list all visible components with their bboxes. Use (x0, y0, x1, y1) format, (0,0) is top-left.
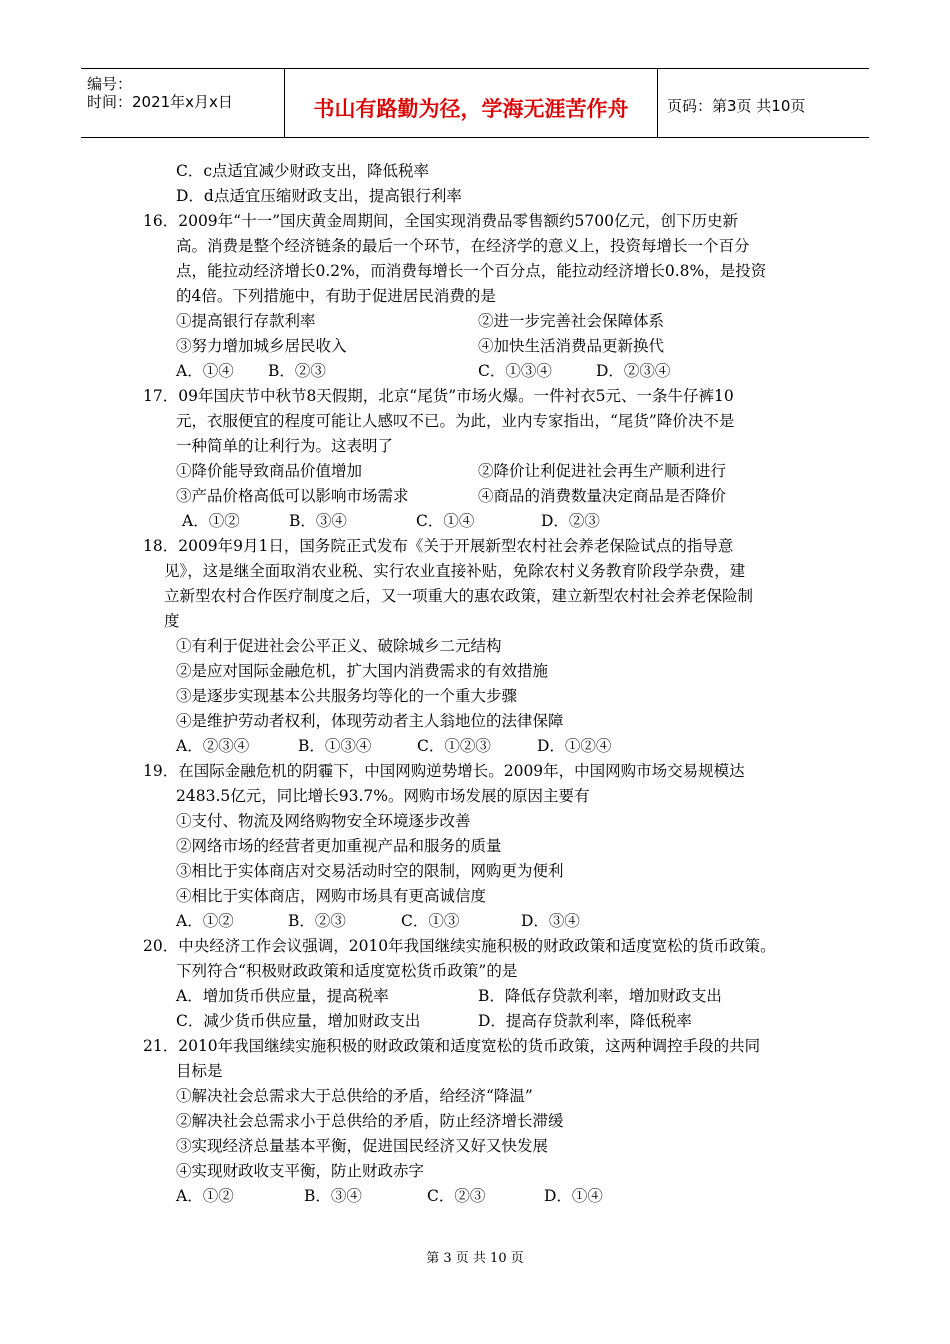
text-line: 19．在国际金融危机的阴霾下，中国网购逆势增长。2009年，中国网购市场交易规模达 (143, 762, 745, 780)
text-line: ②是应对国际金融危机，扩大国内消费需求的有效措施 (176, 662, 549, 680)
text-line: ①提高银行存款利率 (176, 312, 316, 330)
text-line: 见》，这是继全面取消农业税、实行农业直接补贴，免除农村义务教育阶段学杂费，建 (164, 562, 746, 580)
text-line: A．②③④ (176, 737, 250, 755)
text-line: ④相比于实体商店，网购市场具有更高诚信度 (176, 887, 487, 905)
text-line: ①降价能导致商品价值增加 (176, 462, 363, 480)
text-line: 21．2010年我国继续实施积极的财政政策和适度宽松的货币政策，这两种调控手段的共同 (143, 1037, 761, 1055)
text-line: C．①④ (416, 512, 475, 530)
text-line: ④实现财政收支平衡，防止财政赤字 (176, 1162, 425, 1180)
text-line: ③努力增加城乡居民收入 (176, 337, 347, 355)
text-line: C．①③④ (478, 362, 552, 380)
text-line: ③产品价格高低可以影响市场需求 (176, 487, 409, 505)
text-line: 的4倍。下列措施中，有助于促进居民消费的是 (176, 287, 496, 305)
text-line: D．①④ (544, 1187, 603, 1205)
motto-text: 书山有路勤为径，学海无涯苦作舟 (313, 97, 629, 121)
text-line: ③相比于实体商店对交易活动时空的限制，网购更为便利 (176, 862, 564, 880)
header-meta-cell (81, 69, 285, 137)
text-line: ②降价让利促进社会再生产顺利进行 (478, 462, 727, 480)
text-line: A．增加货币供应量，提高税率 (176, 987, 389, 1005)
text-line: C．②③ (427, 1187, 486, 1205)
text-line: B．①③④ (298, 737, 372, 755)
text-line: D．②③④ (596, 362, 671, 380)
text-line: D．提高存贷款利率，降低税率 (478, 1012, 692, 1030)
number-label: 编号： (87, 75, 133, 93)
text-line: A．①② (176, 912, 234, 930)
text-line: ③是逐步实现基本公共服务均等化的一个重大步骤 (176, 687, 518, 705)
text-line: 高。消费是整个经济链条的最后一个环节，在经济学的意义上，投资每增长一个百分 (176, 237, 750, 255)
text-line: ④是维护劳动者权利，体现劳动者主人翁地位的法律保障 (176, 712, 564, 730)
text-line: ②网络市场的经营者更加重视产品和服务的质量 (176, 837, 502, 855)
text-line: 下列符合“积极财政政策和适度宽松货币政策”的是 (176, 962, 518, 980)
text-line: C．①②③ (417, 737, 491, 755)
page-footer: 第 3 页 共 10 页 (426, 1251, 524, 1266)
text-line: 2483.5亿元，同比增长93.7%。网购市场发展的原因主要有 (176, 787, 590, 805)
text-line: B．降低存贷款利率，增加财政支出 (478, 987, 722, 1005)
text-line: 18．2009年9月1日，国务院正式发布《关于开展新型农村社会养老保险试点的指导意 (143, 537, 734, 555)
text-line: C．c点适宜减少财政支出，降低税率 (176, 162, 430, 180)
text-line: A．①② (176, 1187, 234, 1205)
text-line: A．①④ (176, 362, 234, 380)
text-line: ④加快生活消费品更新换代 (478, 337, 665, 355)
text-line: B．③④ (289, 512, 347, 530)
text-line: D．③④ (521, 912, 580, 930)
text-line: ①有利于促进社会公平正义、破除城乡二元结构 (176, 637, 502, 655)
text-line: C．①③ (401, 912, 460, 930)
text-line: 16．2009年“十一”国庆黄金周期间，全国实现消费品零售额约5700亿元，创下历史新 (143, 212, 738, 230)
text-line: 20．中央经济工作会议强调，2010年我国继续实施积极的财政政策和适度宽松的货币政策。 (143, 937, 776, 955)
header-page-cell (659, 69, 869, 137)
text-line: ④商品的消费数量决定商品是否降价 (478, 487, 727, 505)
page-header (81, 68, 869, 138)
text-line: A．①② (182, 512, 240, 530)
header-motto-cell (285, 69, 658, 137)
text-line: 17．09年国庆节中秋节8天假期，北京“尾货”市场火爆。一件衬衣5元、一条牛仔裤10 (143, 387, 734, 405)
time-label: 时间：2021年x月x日 (87, 93, 233, 111)
text-line: 点，能拉动经济增长0.2%，而消费每增长一个百分点，能拉动经济增长0.8%，是投资 (176, 262, 767, 280)
text-line: D．d点适宜压缩财政支出，提高银行利率 (176, 187, 462, 205)
text-line: ①解决社会总需求大于总供给的矛盾，给经济“降温” (176, 1087, 533, 1105)
text-line: D．①②④ (537, 737, 612, 755)
text-line: B．②③ (288, 912, 346, 930)
text-line: ③实现经济总量基本平衡，促进国民经济又好又快发展 (176, 1137, 549, 1155)
text-line: ②进一步完善社会保障体系 (478, 312, 665, 330)
text-line: 元，衣服便宜的程度可能让人感叹不已。为此，业内专家指出，“尾货”降价决不是 (176, 412, 735, 430)
page-info: 页码：第3页 共10页 (667, 97, 806, 115)
text-line: 立新型农村合作医疗制度之后，又一项重大的惠农政策，建立新型农村社会养老保险制 (164, 587, 754, 605)
text-line: ①支付、物流及网络购物安全环境逐步改善 (176, 812, 471, 830)
text-line: B．③④ (304, 1187, 362, 1205)
text-line: ②解决社会总需求小于总供给的矛盾，防止经济增长滞缓 (176, 1112, 564, 1130)
text-line: 度 (164, 612, 180, 630)
text-line: D．②③ (541, 512, 600, 530)
text-line: B．②③ (268, 362, 326, 380)
text-line: C．减少货币供应量，增加财政支出 (176, 1012, 421, 1030)
text-line: 目标是 (176, 1062, 223, 1080)
text-line: 一种简单的让利行为。这表明了 (176, 437, 394, 455)
